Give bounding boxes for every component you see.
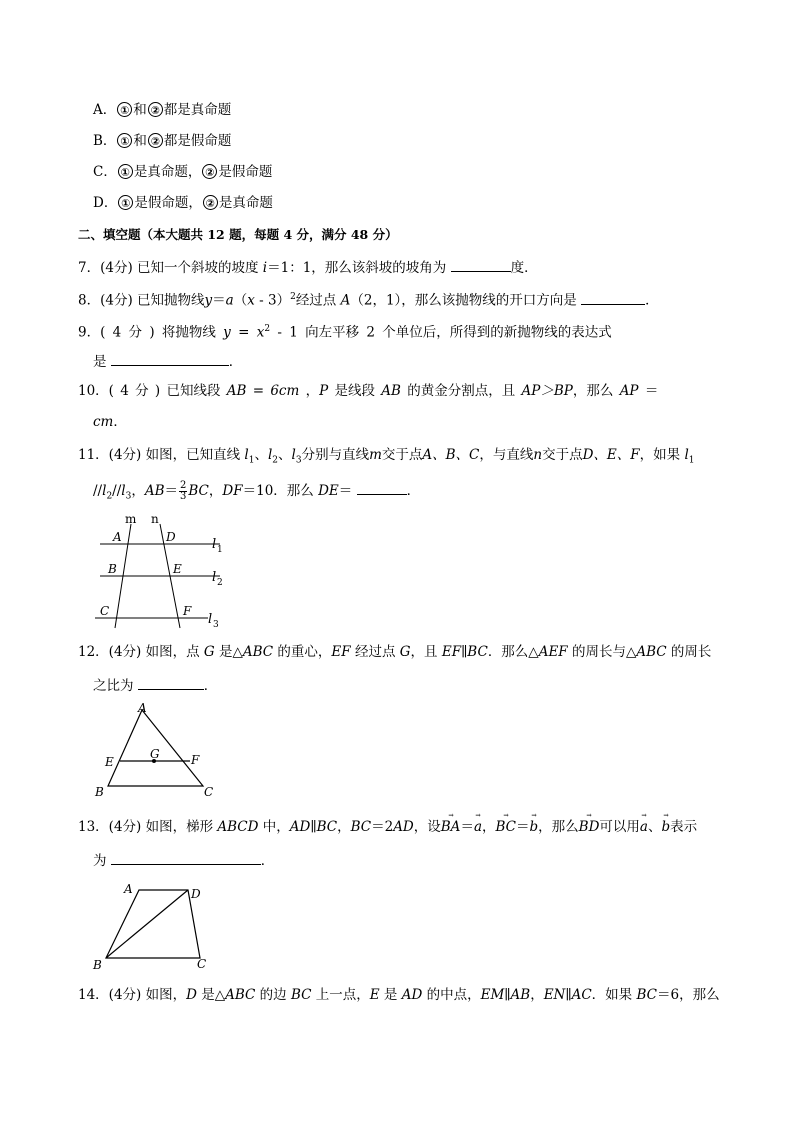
question-14	[78, 986, 720, 1004]
q-text: ，设	[413, 819, 441, 835]
option-b	[93, 132, 231, 150]
label-c: C	[100, 604, 110, 618]
q-text: 、	[254, 447, 268, 463]
q-sub: 1	[688, 455, 695, 466]
q-text: 上一点，	[311, 987, 370, 1003]
q-text: 的中点，	[422, 987, 481, 1003]
vector-b: → b	[661, 818, 670, 836]
q-text: ．如果	[591, 987, 637, 1003]
question-11	[78, 446, 695, 470]
q-text: ＝1：1，那么该斜坡的坡角为	[267, 260, 451, 276]
q-text: 度．	[510, 260, 538, 276]
q-text: 经过点	[295, 292, 341, 309]
q-text: ．那么△	[487, 644, 539, 660]
q-text: 是	[93, 354, 111, 370]
label-b: B	[93, 958, 102, 972]
fraction	[179, 481, 187, 502]
question-10-line2	[93, 413, 127, 431]
q-var: G	[399, 644, 411, 660]
q-text: 、	[278, 447, 292, 463]
label-b: B	[108, 562, 117, 576]
question-11-line2	[93, 480, 420, 506]
diagonal-bd	[106, 890, 188, 958]
answer-blank[interactable]	[451, 257, 511, 272]
q-sub: 3	[125, 491, 132, 502]
question-9-line2	[93, 351, 242, 371]
question-9	[78, 320, 612, 342]
q-text: 中，	[258, 819, 290, 835]
circle-one: ①	[117, 133, 132, 148]
option-letter: D．	[93, 195, 118, 211]
label-l1: l	[212, 537, 217, 552]
q-text: 13．(4分) 如图，梯形	[78, 819, 218, 835]
q-var: 6cm	[270, 383, 300, 399]
answer-blank[interactable]	[581, 290, 645, 305]
q-text: ．	[406, 483, 421, 499]
label-l1-sub: 1	[217, 545, 223, 555]
figure-parallel-lines	[90, 510, 240, 635]
q-sub: 3	[295, 455, 302, 466]
q-var: E	[369, 987, 380, 1003]
q-text: ＝	[638, 383, 659, 399]
trapezoid-abcd	[106, 890, 200, 958]
q-var: AD	[401, 987, 423, 1003]
q-text: ＝	[460, 819, 474, 835]
q-var: A	[340, 292, 351, 309]
q-var: a	[225, 292, 234, 309]
q-var: EF	[331, 644, 351, 660]
q-text: 交于点	[381, 447, 423, 463]
q-var: l	[684, 447, 689, 463]
q-text: ，	[530, 987, 544, 1003]
q-var: cm	[93, 414, 114, 430]
q-text: （	[233, 292, 248, 309]
option-text: 和	[133, 133, 147, 149]
option-text: 是假命题	[218, 164, 273, 180]
question-12-line2	[93, 675, 217, 695]
q-text: 10．( 4 分 ) 已知线段	[78, 383, 227, 399]
q-text: 12．(4分) 如图，点	[78, 644, 204, 660]
q-text: //	[93, 483, 103, 499]
q-var: ABC	[636, 644, 667, 660]
q-text: ，如果	[639, 447, 685, 463]
q-text: ，	[299, 383, 320, 399]
q-text: ＝	[338, 483, 357, 499]
label-m: m	[125, 512, 137, 526]
q-var: l	[121, 483, 126, 499]
label-a: A	[124, 882, 133, 896]
q-var: EN∥AC	[543, 987, 592, 1003]
q-text: 的周长与△	[567, 644, 637, 660]
q-var: A、B、C	[422, 447, 480, 463]
q-text: 的周长	[666, 644, 712, 660]
answer-blank[interactable]	[111, 351, 229, 366]
q-text: ．	[203, 678, 218, 694]
q-text: ＝	[516, 819, 530, 835]
q-text: 的重心，	[273, 644, 332, 660]
vector-b: → b	[530, 818, 539, 836]
q-text: ．	[228, 354, 243, 370]
q-var: AEF	[538, 644, 568, 660]
q-var: BC	[636, 987, 657, 1003]
q-text: ，那么	[572, 383, 620, 399]
q-text: 的边	[255, 987, 291, 1003]
q-sup: 2	[264, 324, 271, 334]
option-text: 是假命题，	[134, 195, 202, 211]
q-var: AB	[144, 483, 165, 499]
q-var: EM∥AB	[480, 987, 531, 1003]
q-var: ABC	[225, 987, 256, 1003]
circle-two: ②	[202, 164, 217, 179]
option-c	[93, 163, 272, 181]
q-text: - 3）	[254, 292, 291, 309]
q-var: DE	[318, 483, 339, 499]
question-7	[78, 257, 538, 277]
q-var: D	[186, 987, 197, 1003]
circle-one: ①	[117, 102, 132, 117]
label-n: n	[151, 512, 159, 526]
q-text: 之比为	[93, 678, 138, 694]
q-text: ＝2	[371, 819, 394, 835]
q-text: ，	[131, 483, 145, 499]
q-var: i	[262, 260, 268, 276]
q-text: ＝	[212, 292, 226, 309]
section-title: 二、填空题（本大题共 12 题，每题 4 分，满分 48 分）	[78, 227, 398, 242]
q-var: AB	[226, 383, 247, 399]
label-e: E	[173, 562, 182, 576]
q-text: 9．( 4 分 ) 将抛物线	[78, 324, 224, 341]
option-text: 和	[133, 102, 147, 118]
q-var: AD	[393, 819, 414, 835]
option-letter: A．	[93, 102, 117, 118]
answer-blank[interactable]	[111, 850, 261, 865]
q-text: ，且	[410, 644, 442, 660]
q-var: n	[533, 447, 543, 463]
q-text: //	[112, 483, 122, 499]
label-a: A	[138, 701, 147, 715]
q-var: BC	[290, 987, 312, 1003]
q-var: m	[369, 447, 382, 463]
q-text: 经过点	[350, 644, 400, 660]
q-text: ，	[482, 819, 496, 835]
q-var: y	[204, 292, 213, 309]
q-text: ，那么	[538, 819, 579, 835]
option-letter: C．	[93, 164, 117, 180]
q-text: 14．(4分) 如图，	[78, 987, 187, 1003]
q-text: 是△	[214, 644, 243, 660]
circle-one: ①	[118, 195, 133, 210]
question-8	[78, 288, 659, 310]
q-var: l	[244, 447, 249, 463]
q-text: =	[230, 324, 257, 341]
q-text: 为	[93, 853, 111, 869]
q-text: 是线段	[328, 383, 382, 399]
q-var: y	[223, 324, 231, 341]
label-d: D	[191, 887, 201, 901]
q-var: BC	[188, 483, 209, 499]
label-e: E	[105, 755, 114, 769]
q-var: AD∥BC	[289, 819, 338, 835]
q-sub: 1	[248, 455, 255, 466]
q-var: G	[203, 644, 215, 660]
option-d	[93, 194, 273, 212]
q-var: AP	[619, 383, 639, 399]
circle-two: ②	[148, 133, 163, 148]
question-10	[78, 382, 658, 400]
vector-a: → a	[474, 818, 482, 836]
option-a	[93, 101, 231, 119]
q-text: 是△	[196, 987, 226, 1003]
q-text: 11．(4分) 如图，已知直线	[78, 447, 245, 463]
answer-blank[interactable]	[138, 675, 204, 690]
q-var: l	[267, 447, 273, 463]
circle-two: ②	[203, 195, 218, 210]
q-text: ．	[645, 292, 659, 309]
question-12	[78, 643, 711, 661]
q-text: ．	[260, 853, 275, 869]
label-b: B	[95, 785, 104, 799]
q-text: ＝	[164, 483, 179, 499]
label-d: D	[166, 530, 176, 544]
label-c: C	[197, 957, 207, 971]
q-var: x	[247, 292, 255, 309]
vector-a: → a	[640, 818, 648, 836]
option-text: 是真命题，	[133, 164, 202, 180]
q-text: 表示	[670, 819, 698, 835]
q-text: ，	[208, 483, 223, 499]
denominator: 3	[180, 491, 187, 502]
q-text: （2，1），那么该抛物线的开口方向是	[350, 292, 582, 309]
q-text: ＝6，那么	[656, 987, 720, 1003]
label-f: F	[183, 604, 192, 618]
q-var: l	[102, 483, 107, 499]
vector-bc: → BC	[496, 818, 517, 836]
circle-one: ①	[118, 164, 133, 179]
label-a: A	[113, 530, 122, 544]
q-text: 的黄金分割点，且	[400, 383, 522, 399]
q-var: ABC	[242, 644, 274, 660]
q-sub: 2	[106, 491, 113, 502]
figure-trapezoid	[90, 876, 220, 974]
q-var: x	[256, 324, 265, 341]
label-l3: l	[208, 612, 213, 627]
q-var: EF∥BC	[441, 644, 488, 660]
q-text: 分别与直线	[301, 447, 370, 463]
q-var: D、E、F	[582, 447, 640, 463]
option-text: 都是真命题	[163, 102, 232, 118]
q-var: P	[319, 383, 329, 399]
q-var: l	[291, 447, 296, 463]
q-var: BC	[350, 819, 372, 835]
label-l3-sub: 3	[213, 620, 219, 630]
q-text: 7．(4分) 已知一个斜坡的坡度	[78, 260, 263, 276]
answer-blank[interactable]	[357, 480, 407, 495]
q-sup: 2	[290, 292, 296, 302]
q-var: DF	[222, 483, 243, 499]
q-text: ＝10．那么	[242, 483, 319, 499]
q-text: 可以用	[599, 819, 640, 835]
label-f: F	[191, 753, 200, 767]
q-var: AB	[381, 383, 401, 399]
vector-ba: → BA	[441, 818, 461, 836]
q-sub: 2	[272, 455, 279, 466]
label-g: G	[150, 747, 160, 761]
label-c: C	[204, 785, 214, 799]
q-text: ，与直线	[479, 447, 534, 463]
option-letter: B．	[93, 133, 117, 149]
question-13-line2	[93, 850, 274, 870]
q-text: 8．(4分) 已知抛物线	[78, 292, 205, 309]
option-text: 都是假命题	[163, 133, 232, 149]
label-l2: l	[212, 570, 217, 585]
q-text: =	[246, 383, 271, 399]
figure-triangle-centroid	[90, 696, 230, 802]
q-var: ABCD	[217, 819, 259, 835]
question-13	[78, 818, 697, 836]
vector-bd: → BD	[579, 818, 600, 836]
numerator: 2	[180, 480, 187, 491]
q-text: 、	[647, 819, 662, 835]
label-l2-sub: 2	[217, 578, 223, 588]
q-text: - 1 向左平移 2 个单位后，所得到的新抛物线的表达式	[270, 324, 612, 341]
q-text: 是	[379, 987, 402, 1003]
option-text: 是真命题	[218, 195, 273, 211]
q-text: 交于点	[542, 447, 583, 463]
circle-two: ②	[148, 102, 163, 117]
q-var: AP＞BP	[521, 383, 573, 399]
q-text: ．	[113, 414, 127, 430]
q-text: ，	[337, 819, 351, 835]
